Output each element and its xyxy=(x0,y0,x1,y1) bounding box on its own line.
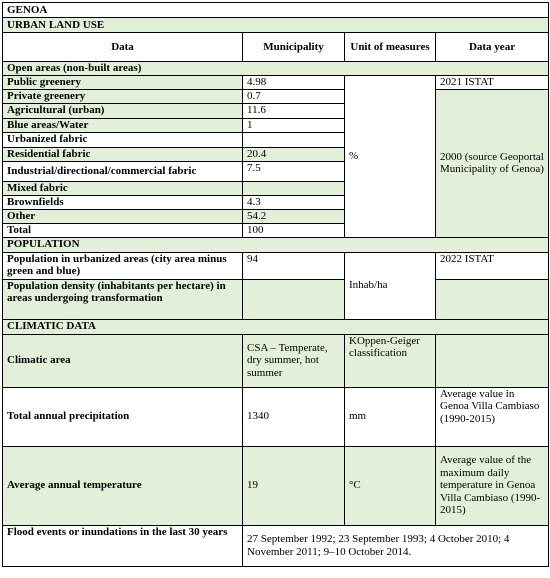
subsection-open-areas: Open areas (non-built areas) xyxy=(3,62,549,76)
climatic-area-value: CSA – Temperate, dry summer, hot summer xyxy=(243,334,345,387)
row-value: 20.4 xyxy=(243,147,345,161)
row-label: Population in urbanized areas (city area minus green and blue) xyxy=(3,252,243,279)
table-row xyxy=(3,387,549,446)
section-row xyxy=(3,319,549,334)
climatic-area-unit: KOppen-Geiger classification xyxy=(345,334,436,387)
row-label: Residential fabric xyxy=(3,147,243,161)
section-urban-land-use: URBAN LAND USE xyxy=(3,18,549,33)
row-value: 0.7 xyxy=(243,89,345,103)
land-use-unit: % xyxy=(345,75,436,237)
subsection-row xyxy=(3,62,549,76)
section-climatic-data: CLIMATIC DATA xyxy=(3,319,549,334)
flood-label: Flood events or inundations in the last 30 years xyxy=(3,525,243,566)
climatic-area-label: Climatic area xyxy=(3,334,243,387)
row-value: 11.6 xyxy=(243,103,345,118)
population-unit: Inhab/ha xyxy=(345,252,436,319)
header-data: Data xyxy=(3,33,243,62)
table-row xyxy=(3,525,549,566)
table-title-row xyxy=(3,3,549,18)
row-label: Brownfields xyxy=(3,195,243,209)
precipitation-value: 1340 xyxy=(243,387,345,446)
population-year-empty xyxy=(436,279,549,319)
section-row xyxy=(3,237,549,252)
row-value xyxy=(243,181,345,195)
row-label: Blue areas/Water xyxy=(3,118,243,132)
temperature-label: Average annual temperature xyxy=(3,446,243,525)
row-value: 54.2 xyxy=(243,209,345,223)
climatic-area-year xyxy=(436,334,549,387)
flood-value: 27 September 1992; 23 September 1993; 4 October 2010; 4 November 2011; 9–10 October 2014. xyxy=(243,525,549,566)
row-value: 94 xyxy=(243,252,345,279)
row-label: Total xyxy=(3,223,243,237)
row-value: 4.98 xyxy=(243,75,345,89)
row-label: Other xyxy=(3,209,243,223)
row-label: Mixed fabric xyxy=(3,181,243,195)
row-label: Public greenery xyxy=(3,75,243,89)
temperature-unit: °C xyxy=(345,446,436,525)
row-label: Population density (inhabitants per hectare) in areas undergoing transformation xyxy=(3,279,243,319)
header-municipality: Municipality xyxy=(243,33,345,62)
table-row xyxy=(3,446,549,525)
land-use-year-istat: 2021 ISTAT xyxy=(436,75,549,89)
row-label: Agricultural (urban) xyxy=(3,103,243,118)
genoa-data-table xyxy=(2,2,549,567)
population-year: 2022 ISTAT xyxy=(436,252,549,279)
row-value xyxy=(243,132,345,147)
land-use-year-geoportal: 2000 (source Geoportal Municipality of Genoa) xyxy=(436,89,549,237)
temperature-year: Average value of the maximum daily temperature in Genoa Villa Cambiaso (1990-2015) xyxy=(436,446,549,525)
precipitation-label: Total annual precipitation xyxy=(3,387,243,446)
row-value: 4.3 xyxy=(243,195,345,209)
row-label: Private greenery xyxy=(3,89,243,103)
table-row xyxy=(3,279,549,319)
row-value: 7.5 xyxy=(243,161,345,181)
row-value: 100 xyxy=(243,223,345,237)
table-row xyxy=(3,89,549,103)
row-value xyxy=(243,279,345,319)
row-label: Industrial/directional/commercial fabric xyxy=(3,161,243,181)
header-year: Data year xyxy=(436,33,549,62)
header-unit: Unit of measures xyxy=(345,33,436,62)
section-row xyxy=(3,18,549,33)
table-row xyxy=(3,252,549,279)
temperature-value: 19 xyxy=(243,446,345,525)
precipitation-unit: mm xyxy=(345,387,436,446)
header-row xyxy=(3,33,549,62)
section-population: POPULATION xyxy=(3,237,549,252)
table-row xyxy=(3,75,549,89)
precipitation-year: Average value in Genoa Villa Cambiaso (1990-2015) xyxy=(436,387,549,446)
table-row xyxy=(3,334,549,387)
table-title: GENOA xyxy=(3,3,549,18)
row-value: 1 xyxy=(243,118,345,132)
row-label: Urbanized fabric xyxy=(3,132,243,147)
